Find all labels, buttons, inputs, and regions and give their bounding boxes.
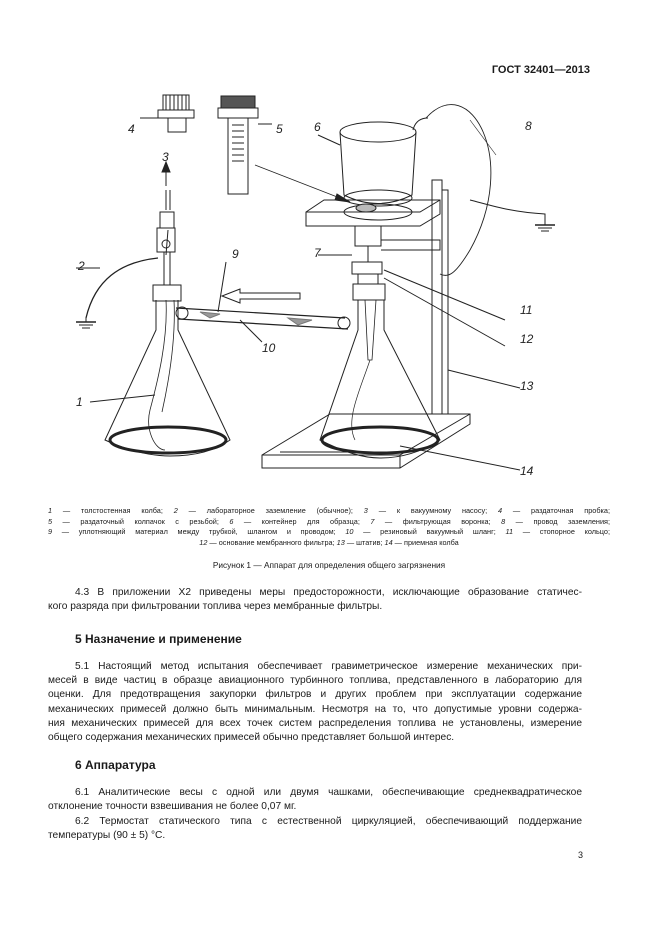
label-8: 8 — [525, 119, 532, 133]
threaded-cap-5 — [218, 96, 272, 194]
label-13: 13 — [520, 379, 534, 393]
dispensing-plug-assembly — [157, 190, 175, 285]
figure-legend — [48, 506, 610, 548]
paragraph-4-3: 4.3 В приложении Х2 приведены меры предосторожности, исключающие образование статичес- кого разряда при фильтровании топлива через мембранные фильтры. — [48, 587, 582, 613]
paragraph-6-2: 6.2 Термостат статического типа с естественной циркуляцией, обеспечивающий поддержание температуры (90 ± 5) °С. — [48, 816, 582, 842]
figure-caption: Рисунок 1 — Аппарат для определения общего загрязнения — [212, 560, 446, 570]
legend-line: 9 — уплотняющий материал между трубкой, шлангом и проводом; 10 — резиновый вакуумный шланг; 11 — стопорное кольцо; — [48, 527, 610, 536]
page-number: 3 — [577, 850, 583, 860]
sample-container-6 — [340, 118, 428, 206]
label-2: 2 — [78, 259, 85, 273]
dispensing-plug-4 — [140, 95, 194, 132]
section-5-heading: 5 Назначение и применение — [75, 632, 242, 646]
label-11: 11 — [520, 303, 533, 317]
filter-funnel-7 — [306, 200, 440, 284]
label-1: 1 — [76, 395, 83, 409]
paragraph-6-1: 6.1 Аналитические весы с одной или двумя чашками, обеспечивающие среднеквадратическое отклонение точности взвешивания не более 0,07 мг. — [48, 787, 582, 813]
label-12: 12 — [520, 332, 534, 346]
lab-ground-2 — [76, 258, 158, 328]
label-7: 7 — [314, 246, 321, 260]
label-6: 6 — [314, 120, 321, 134]
document-id: ГОСТ 32401—2013 — [491, 64, 590, 76]
vacuum-hose-10 — [176, 262, 350, 342]
legend-line: 12 — основание мембранного фильтра; 13 — штатив; 14 — приемная колба — [199, 537, 459, 547]
label-10: 10 — [262, 341, 276, 355]
legend-line: 1 — толстостенная колба; 2 — лабораторное заземление (обычное); 3 — к вакуумному насосу; 4 — раздаточная пробка; — [48, 506, 610, 515]
receiving-flask-right — [320, 284, 440, 458]
label-3: 3 — [162, 150, 169, 164]
label-9: 9 — [232, 247, 239, 261]
section-6-heading: 6 Аппаратура — [75, 758, 156, 772]
legend-line: 5 — раздаточный колпачок с резьбой; 6 — контейнер для образца; 7 — фильтрующая воронка; 8 — провод заземления; — [48, 516, 610, 526]
label-5: 5 — [276, 122, 283, 136]
label-4: 4 — [128, 122, 135, 136]
paragraph-5-1: 5.1 Настоящий метод испытания обеспечивает гравиметрическое измерение механических при- месей в виде частиц в образце авиационного турбинного топлива, представленного в лабораторию для оценки. Для предотвращения закупорки фильтров и других проблем при эксплуатации содержание механических примесей должно быть минимальным. Несмотря на то, что допустимые уровни содержа- ния механических примесей для всех точек систем распределения топлива не установлены, измерение общего содержания механических примесей обычно представляет большой интерес. — [48, 661, 582, 744]
label-14: 14 — [520, 464, 534, 478]
